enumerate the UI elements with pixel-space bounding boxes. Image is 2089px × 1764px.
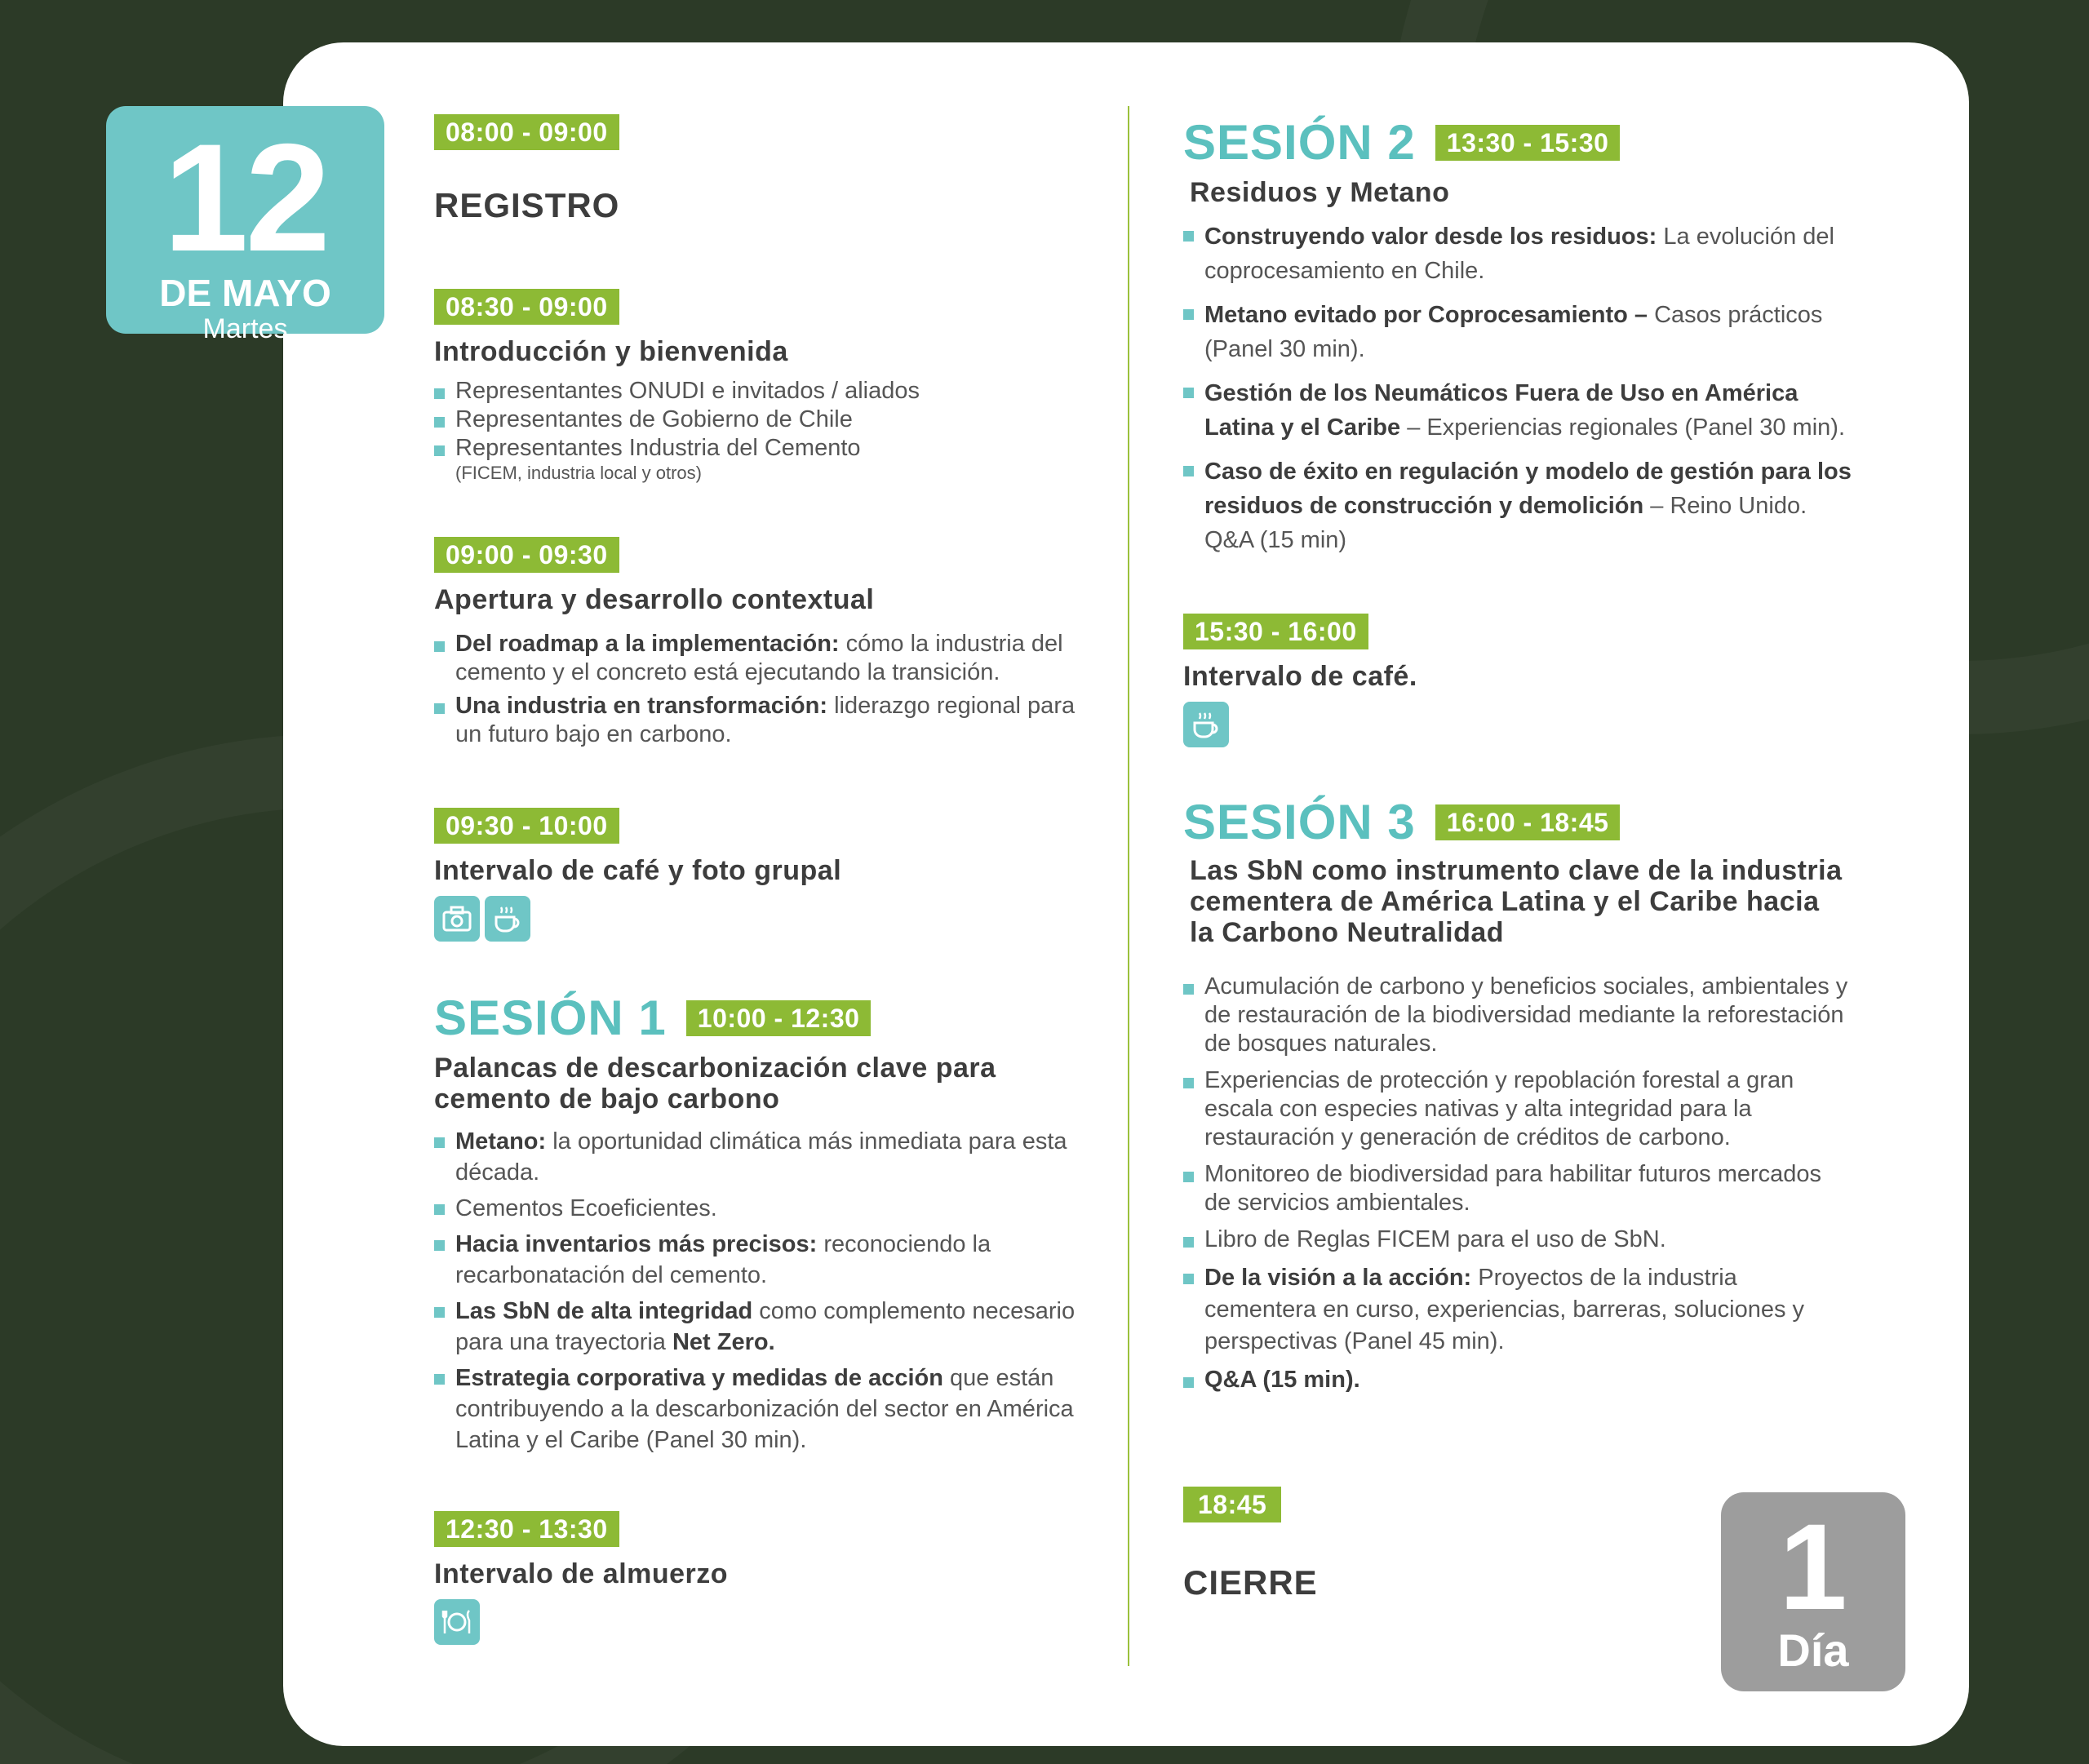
list-item: Monitoreo de biodiversidad para habilitar futuros mercados de servicios ambientales. [1183, 1160, 1852, 1217]
intro-note: (FICEM, industria local y otros) [455, 463, 702, 483]
list-item: Libro de Reglas FICEM para el uso de SbN. [1183, 1225, 1852, 1254]
intro-list [434, 377, 920, 463]
plate-cutlery-icon [434, 1599, 480, 1645]
intro-title: Introducción y bienvenida [434, 336, 788, 367]
day-number: 1 [1779, 1498, 1847, 1635]
list-item: Del roadmap a la implementación: cómo la industria del cemento y el concreto está ejecutando la transición. [434, 630, 1087, 687]
sesion3-block [1183, 795, 1852, 1394]
cafe1-icons [434, 896, 841, 942]
time-tag: 08:00 - 09:00 [434, 114, 619, 150]
coffee-cup-icon [485, 896, 530, 942]
list-item: Metano: la oportunidad climática más inmediata para esta década. [434, 1126, 1087, 1188]
cafe2-block [1183, 614, 1417, 747]
time-tag: 18:45 [1183, 1487, 1281, 1522]
cierre-title: CIERRE [1183, 1563, 1318, 1602]
sesion1-header [434, 991, 1087, 1045]
list-item: Hacia inventarios más precisos: reconociendo la recarbonatación del cemento. [434, 1229, 1087, 1291]
list-item: Representantes ONUDI e invitados / aliados [434, 377, 920, 406]
sesion3-header [1183, 795, 1852, 849]
time-tag: 16:00 - 18:45 [1435, 804, 1621, 840]
sesion2-title: Residuos y Metano [1190, 177, 1450, 208]
date-weekday: Martes [202, 313, 288, 344]
time-tag: 09:30 - 10:00 [434, 808, 619, 844]
list-item: Las SbN de alta integridad como complemento necesario para una trayectoria Net Zero. [434, 1296, 1087, 1358]
list-item: De la visión a la acción: Proyectos de la industria cementera en curso, experiencias, barreras, soluciones y perspectivas (Panel 45 min). [1183, 1262, 1852, 1358]
sesion1-title: Palancas de descarbonización clave para cemento de bajo carbono [434, 1053, 996, 1115]
column-divider [1128, 106, 1129, 1666]
list-item: Gestión de los Neumáticos Fuera de Uso en América Latina y el Caribe – Experiencias regionales (Panel 30 min). [1183, 376, 1852, 445]
camera-icon [434, 896, 480, 942]
time-tag: 12:30 - 13:30 [434, 1511, 619, 1547]
list-item: Acumulación de carbono y beneficios sociales, ambientales y de restauración de la biodiversidad mediante la reforestación de bosques naturales. [1183, 973, 1852, 1058]
cierre-block [1183, 1487, 1318, 1602]
almuerzo-title: Intervalo de almuerzo [434, 1558, 729, 1589]
sesion3-list [1183, 973, 1852, 1394]
cafe1-block [434, 808, 841, 942]
list-item: Representantes de Gobierno de Chile [434, 406, 920, 434]
almuerzo-block [434, 1511, 728, 1645]
cafe1-title: Intervalo de café y foto grupal [434, 855, 842, 886]
almuerzo-icons [434, 1599, 728, 1645]
list-item: Experiencias de protección y repoblación forestal a gran escala con especies nativas y alta integridad para la restauración y generación de créditos de carbono. [1183, 1066, 1852, 1152]
sesion2-list [1183, 219, 1852, 557]
sesion3-title: Las SbN como instrumento clave de la industria cementera de América Latina y el Caribe hacia la Carbono Neutralidad [1190, 855, 1843, 948]
cafe2-title: Intervalo de café. [1183, 661, 1417, 692]
sesion1-block [434, 991, 1087, 1460]
sesion1-list [434, 1126, 1087, 1456]
cafe2-icons [1183, 702, 1417, 747]
time-tag: 09:00 - 09:30 [434, 537, 619, 573]
list-item: Representantes Industria del Cemento [434, 434, 920, 463]
time-tag: 15:30 - 16:00 [1183, 614, 1368, 649]
apertura-title: Apertura y desarrollo contextual [434, 584, 875, 615]
time-tag: 08:30 - 09:00 [434, 289, 619, 325]
date-month: DE MAYO [159, 272, 331, 314]
registro-title: REGISTRO [434, 186, 620, 224]
list-item: Cementos Ecoeficientes. [434, 1193, 1087, 1224]
apertura-list [434, 630, 1087, 749]
sesion3-label: SESIÓN 3 [1183, 795, 1416, 849]
coffee-cup-icon [1183, 702, 1229, 747]
sesion1-label: SESIÓN 1 [434, 991, 667, 1045]
list-item: Construyendo valor desde los residuos: La evolución del coprocesamiento en Chile. [1183, 219, 1852, 288]
time-tag: 10:00 - 12:30 [686, 1000, 872, 1036]
list-item: Estrategia corporativa y medidas de acción que están contribuyendo a la descarbonización del sector en América Latina y el Caribe (Panel 30 min). [434, 1363, 1087, 1456]
sesion2-header [1183, 115, 1852, 170]
time-tag: 13:30 - 15:30 [1435, 125, 1621, 161]
sesion2-block [1183, 115, 1852, 562]
list-item: Metano evitado por Coprocesamiento – Casos prácticos (Panel 30 min). [1183, 298, 1852, 366]
list-item: Q&A (15 min). [1183, 1366, 1852, 1394]
sesion2-label: SESIÓN 2 [1183, 115, 1416, 170]
list-item: Una industria en transformación: liderazgo regional para un futuro bajo en carbono. [434, 692, 1087, 749]
date-day: 12 [162, 112, 328, 283]
list-item: Caso de éxito en regulación y modelo de gestión para los residuos de construcción y demolición – Reino Unido. Q&A (15 min) [1183, 454, 1852, 557]
day-badge [1721, 1492, 1905, 1691]
registro-block [434, 114, 619, 225]
date-badge [106, 106, 384, 344]
day-label: Día [1777, 1624, 1849, 1676]
apertura-block [434, 537, 1087, 749]
intro-block [434, 289, 920, 484]
